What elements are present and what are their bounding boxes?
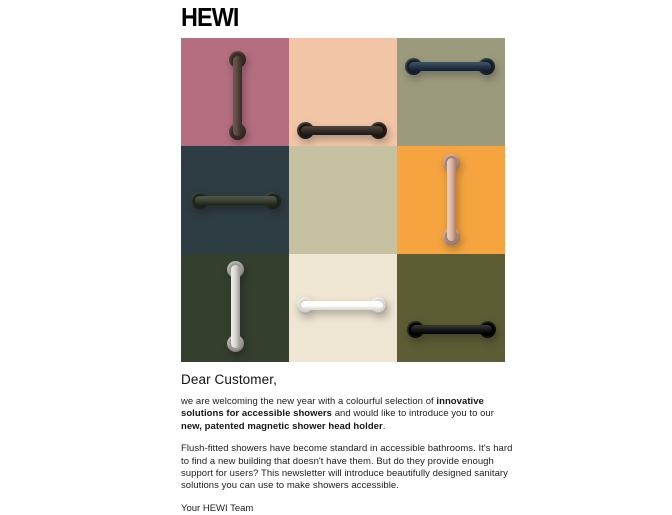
tile-7 — [181, 254, 289, 362]
grab-bar — [181, 254, 289, 362]
plain-text: we are welcoming the new year with a colourful selection of — [181, 396, 437, 407]
hero-image[interactable] — [181, 38, 505, 362]
body-text — [181, 372, 513, 515]
grab-bar — [397, 38, 505, 146]
grab-bar-rail — [301, 301, 382, 310]
plain-text: and would like to introduce you to our — [332, 408, 494, 420]
tile-9 — [397, 254, 505, 362]
grab-bar-rail — [301, 126, 382, 135]
tile-4 — [181, 146, 289, 254]
plain-text: . — [382, 420, 386, 432]
grab-bar — [181, 146, 289, 254]
grab-bar — [397, 146, 505, 254]
bold-text: new, patented magnetic shower head holder — [181, 420, 383, 432]
tile-1 — [181, 38, 289, 146]
grab-bar-rail — [233, 56, 242, 136]
grab-bar-rail — [195, 196, 276, 205]
tile-6 — [397, 146, 505, 254]
hewi-logo: HEWI — [181, 2, 239, 32]
grab-bar-rail — [231, 265, 240, 348]
tile-2 — [289, 38, 397, 146]
tile-3 — [397, 38, 505, 146]
grab-bar-rail — [409, 62, 490, 71]
tile-5 — [289, 146, 397, 254]
grab-bar — [181, 38, 289, 146]
bold-text: innovative solutions for accessible showers — [181, 396, 484, 420]
grab-bar — [397, 254, 505, 362]
tile-8 — [289, 254, 397, 362]
grab-bar-rail — [411, 325, 491, 334]
paragraph-1 — [181, 396, 513, 433]
greeting: Dear Customer, — [181, 372, 277, 387]
closing: Your HEWI Team — [181, 502, 254, 514]
grab-bar — [289, 38, 397, 146]
paragraph-2: Flush-fitted showers have become standard in accessible bathrooms. It's hard to find a new building that doesn't have them. But do they provide enough support for users? This newsletter will introduce beautifully designed sanitary solutions you can use to make showers accessible. — [181, 443, 513, 492]
grab-bar-rail — [447, 158, 456, 241]
grab-bar — [289, 254, 397, 362]
